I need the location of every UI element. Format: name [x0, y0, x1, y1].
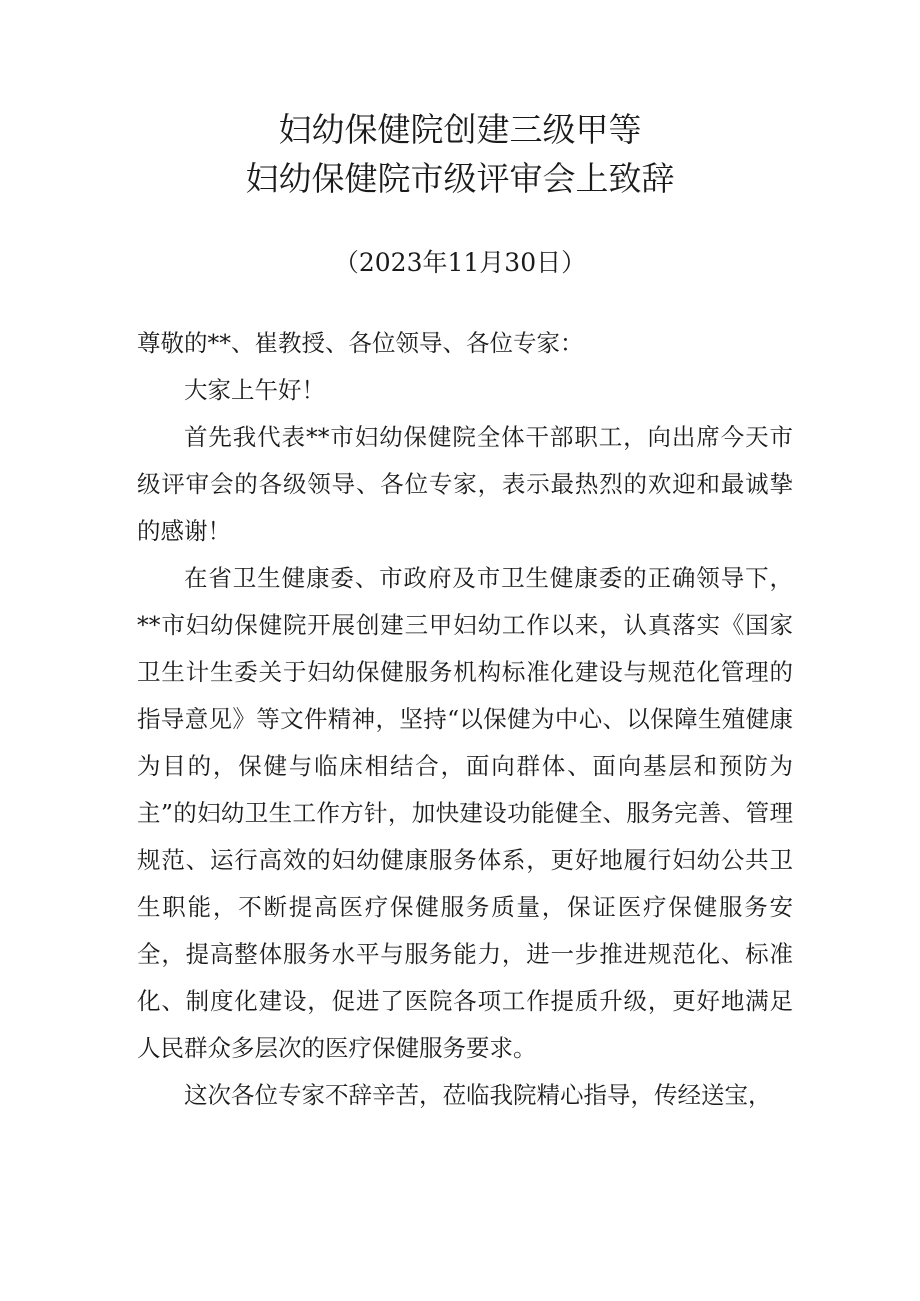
- salutation: 尊敬的**、崔教授、各位领导、各位专家：: [137, 329, 584, 357]
- paragraph-achievements: 在省卫生健康委、市政府及市卫生健康委的正确领导下，**市妇幼保健院开展创建三甲妇幼工作以来，认真落实《国家卫生计生委关于妇幼保健服务机构标准化建设与规范化管理的指导意见》等文件精神，坚持“以保健为中心、以保障生殖健康为目的，保健与临床相结合，面向群体、面向基层和预防为主”的妇幼卫生工作方针，加快建设功能健全、服务完善、管理规范、运行高效的妇幼健康服务体系，更好地履行妇幼公共卫生职能，不断提高医疗保健服务质量，保证医疗保健服务安全，提高整体服务水平与服务能力，进一步推进规范化、标准化、制度化建设，促进了医院各项工作提质升级，更好地满足人民群众多层次的医疗保健服务要求。: [137, 564, 793, 1062]
- speech-body: [137, 320, 793, 1119]
- paragraph-thanks-experts: 这次各位专家不辞辛苦，莅临我院精心指导，传经送宝，: [184, 1081, 772, 1109]
- document-title-line-1: 妇幼保健院创建三级甲等: [278, 110, 642, 149]
- speech-date: （2023年11月30日）: [333, 248, 587, 277]
- document-title-line-2: 妇幼保健院市级评审会上致辞: [245, 159, 675, 198]
- paragraph-welcome: 首先我代表**市妇幼保健院全体干部职工，向出席今天市级评审会的各级领导、各位专家，表示最热烈的欢迎和最诚挚的感谢！: [137, 423, 793, 545]
- greeting: 大家上午好！: [184, 376, 325, 404]
